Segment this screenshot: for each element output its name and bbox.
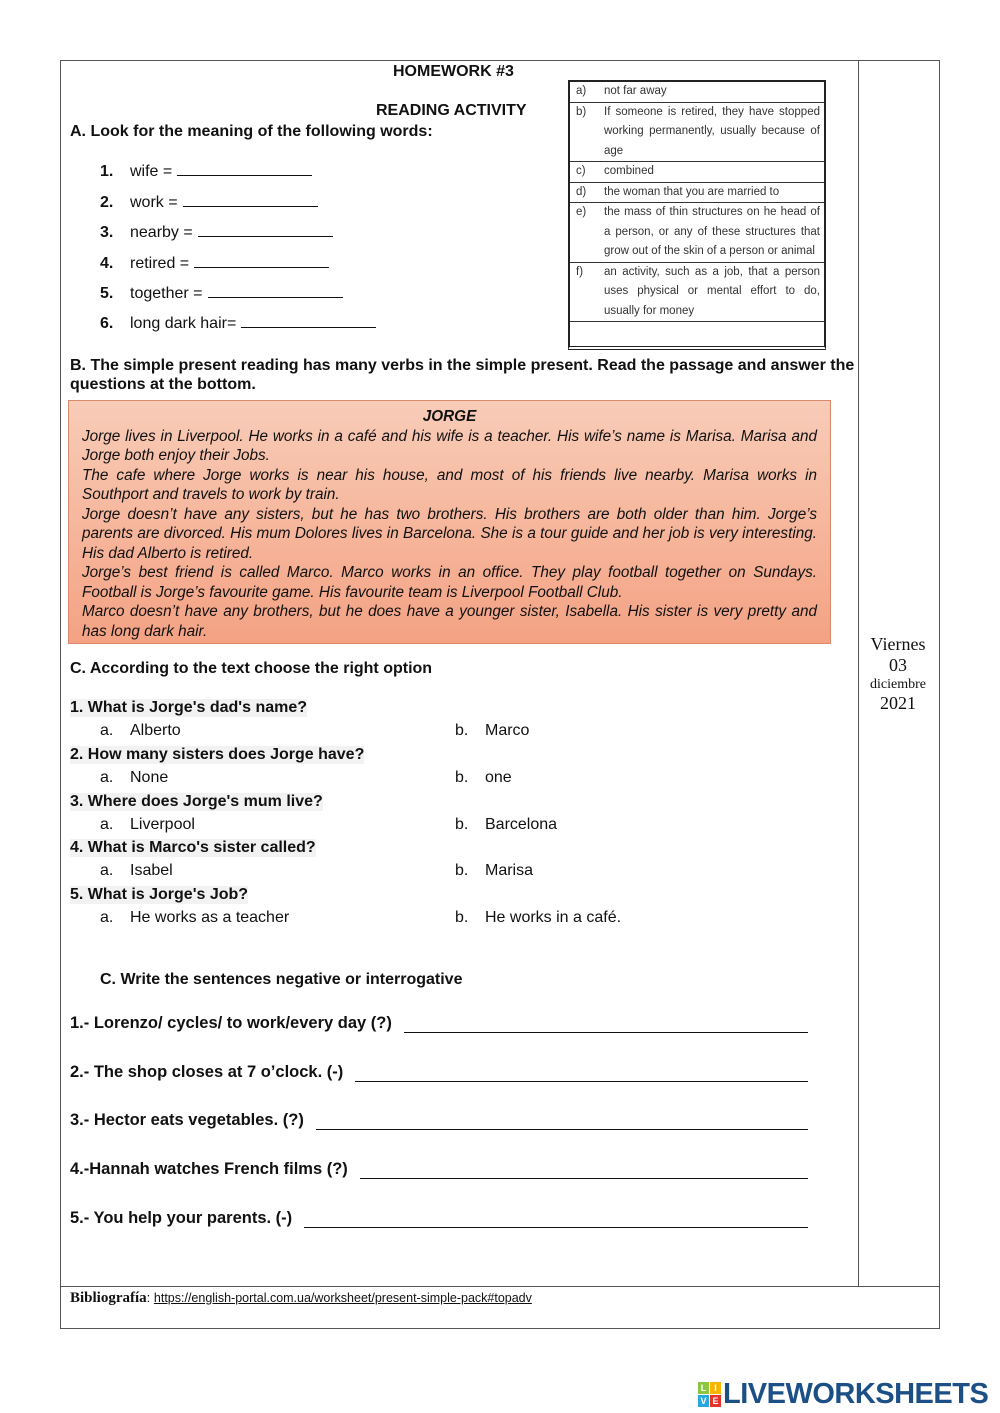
definition-text: If someone is retired, they have stopped working permanently, usually because of age <box>604 105 820 157</box>
option-a[interactable] <box>100 816 195 834</box>
vocab-item <box>100 224 333 242</box>
passage-paragraph: Jorge’s best friend is called Marco. Marco works in an office. They play football together on Sundays. Football is Jorge’s favourite game. His favourite team is Liverpool Football Club. <box>82 564 817 601</box>
bibliography: Bibliografía: https://english-portal.com.ua/worksheet/present-simple-pack#topadv <box>70 1290 532 1306</box>
answer-line[interactable] <box>404 1014 808 1033</box>
sentence-row <box>70 1209 808 1228</box>
definition-row <box>570 263 824 323</box>
definition-letter: c) <box>576 165 586 177</box>
section-c-instruction: C. According to the text choose the right option <box>70 660 433 677</box>
sentence-row <box>70 1063 808 1082</box>
question-text: 4. What is Marco's sister called? <box>70 839 316 856</box>
answer-blank[interactable] <box>194 255 329 268</box>
passage-paragraph: The cafe where Jorge works is near his house, and most of his friends live nearby. Marisa works in Southport and travels to work by train. <box>82 466 817 503</box>
passage-paragraph: Jorge lives in Liverpool. He works in a café and his wife is a teacher. His wife’s name is Marisa. Marisa and Jorge both enjoy their Jobs. <box>82 427 817 464</box>
vocab-word: wife = <box>130 163 173 180</box>
vocab-item <box>100 285 343 303</box>
option-label: a. <box>100 769 114 786</box>
bibliography-link[interactable]: https://english-portal.com.ua/worksheet/present-simple-pack#topadv <box>153 1291 532 1305</box>
option-label: b. <box>455 862 469 879</box>
date-day: 03 <box>889 655 907 675</box>
sentence-prompt: 1.- Lorenzo/ cycles/ to work/every day (?) <box>70 1014 392 1032</box>
vocab-word: nearby = <box>130 224 193 241</box>
option-label: a. <box>100 722 114 739</box>
option-b[interactable] <box>455 862 533 880</box>
date-month: diciembre <box>870 677 926 692</box>
sentence-prompt: 2.- The shop closes at 7 o’clock. (-) <box>70 1063 344 1081</box>
homework-title: HOMEWORK #3 <box>393 63 514 80</box>
vocab-item <box>100 163 312 181</box>
definitions-table <box>568 80 826 350</box>
logo-icon: L I V E <box>698 1382 721 1407</box>
answer-blank[interactable] <box>208 285 343 298</box>
option-text: He works as a teacher <box>130 909 290 926</box>
option-label: a. <box>100 816 114 833</box>
passage-paragraph: Jorge doesn’t have any sisters, but he has two brothers. His brothers are both older than him. Jorge’s parents are divorced. His mum Dolores lives in Barcelona. She is a tour guide and her job is very interesting. His dad Alberto is retired. <box>82 505 817 562</box>
sentence-prompt: 3.- Hector eats vegetables. (?) <box>70 1111 304 1129</box>
definition-letter: a) <box>576 85 587 97</box>
vocab-number: 1. <box>100 163 114 180</box>
option-label: b. <box>455 816 469 833</box>
date-weekday: Viernes <box>870 634 926 654</box>
vocab-number: 4. <box>100 255 114 272</box>
option-label: a. <box>100 909 114 926</box>
definition-text: the woman that you are married to <box>604 185 780 198</box>
option-text: Isabel <box>130 862 173 879</box>
liveworksheets-logo <box>698 1378 988 1411</box>
vocab-number: 6. <box>100 315 114 332</box>
question-text: 1. What is Jorge's dad's name? <box>70 699 308 716</box>
answer-line[interactable] <box>355 1063 808 1082</box>
definition-text: an activity, such as a job, that a person uses physical or mental effort to do, usually for money <box>604 265 820 317</box>
vocab-item <box>100 255 329 273</box>
definition-row <box>570 103 824 163</box>
sentence-row <box>70 1111 808 1130</box>
option-a[interactable] <box>100 909 289 927</box>
option-b[interactable] <box>455 769 512 787</box>
sentence-row <box>70 1160 808 1179</box>
option-text: None <box>130 769 169 786</box>
vocab-word: retired = <box>130 255 190 272</box>
section-d-instruction: C. Write the sentences negative or interrogative <box>100 971 463 988</box>
section-a-instruction: A. Look for the meaning of the following words: <box>70 123 433 140</box>
option-b[interactable] <box>455 909 621 927</box>
question-text: 2. How many sisters does Jorge have? <box>70 746 365 763</box>
option-text: Marisa <box>485 862 534 879</box>
question-text: 3. Where does Jorge's mum live? <box>70 793 323 810</box>
sentence-prompt: 4.-Hannah watches French films (?) <box>70 1160 348 1178</box>
definition-letter: d) <box>576 185 587 198</box>
option-label: b. <box>455 769 469 786</box>
definition-row <box>570 82 824 103</box>
answer-line[interactable] <box>360 1160 808 1179</box>
definition-row <box>570 183 824 204</box>
answer-blank[interactable] <box>198 224 333 237</box>
sentence-prompt: 5.- You help your parents. (-) <box>70 1209 293 1227</box>
option-label: b. <box>455 722 469 739</box>
sentence-row <box>70 1014 808 1033</box>
option-text: Barcelona <box>485 816 558 833</box>
definition-text: not far away <box>604 85 667 97</box>
definition-row <box>570 162 824 183</box>
reading-passage <box>68 400 831 644</box>
option-text: Alberto <box>130 722 181 739</box>
option-label: b. <box>455 909 469 926</box>
definition-row <box>570 203 824 263</box>
vocab-number: 2. <box>100 194 114 211</box>
definition-text: combined <box>604 165 654 177</box>
definition-letter: e) <box>576 206 587 218</box>
vocab-item <box>100 194 318 212</box>
footer-divider <box>60 1286 939 1287</box>
vocab-item <box>100 315 376 333</box>
option-a[interactable] <box>100 722 181 740</box>
section-b-instruction: B. The simple present reading has many verbs in the simple present. Read the passage and answer the questions at the bottom. <box>70 357 855 393</box>
answer-line[interactable] <box>304 1209 808 1228</box>
option-a[interactable] <box>100 769 168 787</box>
option-text: He works in a café. <box>485 909 622 926</box>
option-text: Marco <box>485 722 530 739</box>
answer-blank[interactable] <box>183 194 318 207</box>
passage-paragraph: Marco doesn’t have any brothers, but he does have a younger sister, Isabella. His sister is very pretty and has long dark hair. <box>82 603 817 640</box>
definition-letter: b) <box>576 105 587 118</box>
vocab-number: 5. <box>100 285 114 302</box>
question-text: 5. What is Jorge's Job? <box>70 886 249 903</box>
logo-text: LIVEWORKSHEETS <box>723 1378 989 1410</box>
answer-blank[interactable] <box>177 163 312 176</box>
definition-letter: f) <box>576 265 584 278</box>
option-text: one <box>485 769 512 786</box>
option-b[interactable] <box>455 816 557 834</box>
vocab-word: together = <box>130 285 203 302</box>
passage-title: JORGE <box>422 408 477 425</box>
reading-activity-title: READING ACTIVITY <box>376 102 527 119</box>
option-text: Liverpool <box>130 816 195 833</box>
definition-text: the mass of thin structures on he head of a person, or any of these structures that grow out of the skin of a person or animal <box>604 206 820 257</box>
bibliography-label: Bibliografía <box>70 1290 147 1306</box>
option-b[interactable] <box>455 722 529 740</box>
vocab-word: long dark hair= <box>130 315 237 332</box>
answer-line[interactable] <box>316 1111 808 1130</box>
option-label: a. <box>100 862 114 879</box>
vocab-number: 3. <box>100 224 114 241</box>
date-year: 2021 <box>880 693 916 713</box>
option-a[interactable] <box>100 862 173 880</box>
answer-blank[interactable] <box>241 315 376 328</box>
vocab-word: work = <box>130 194 178 211</box>
